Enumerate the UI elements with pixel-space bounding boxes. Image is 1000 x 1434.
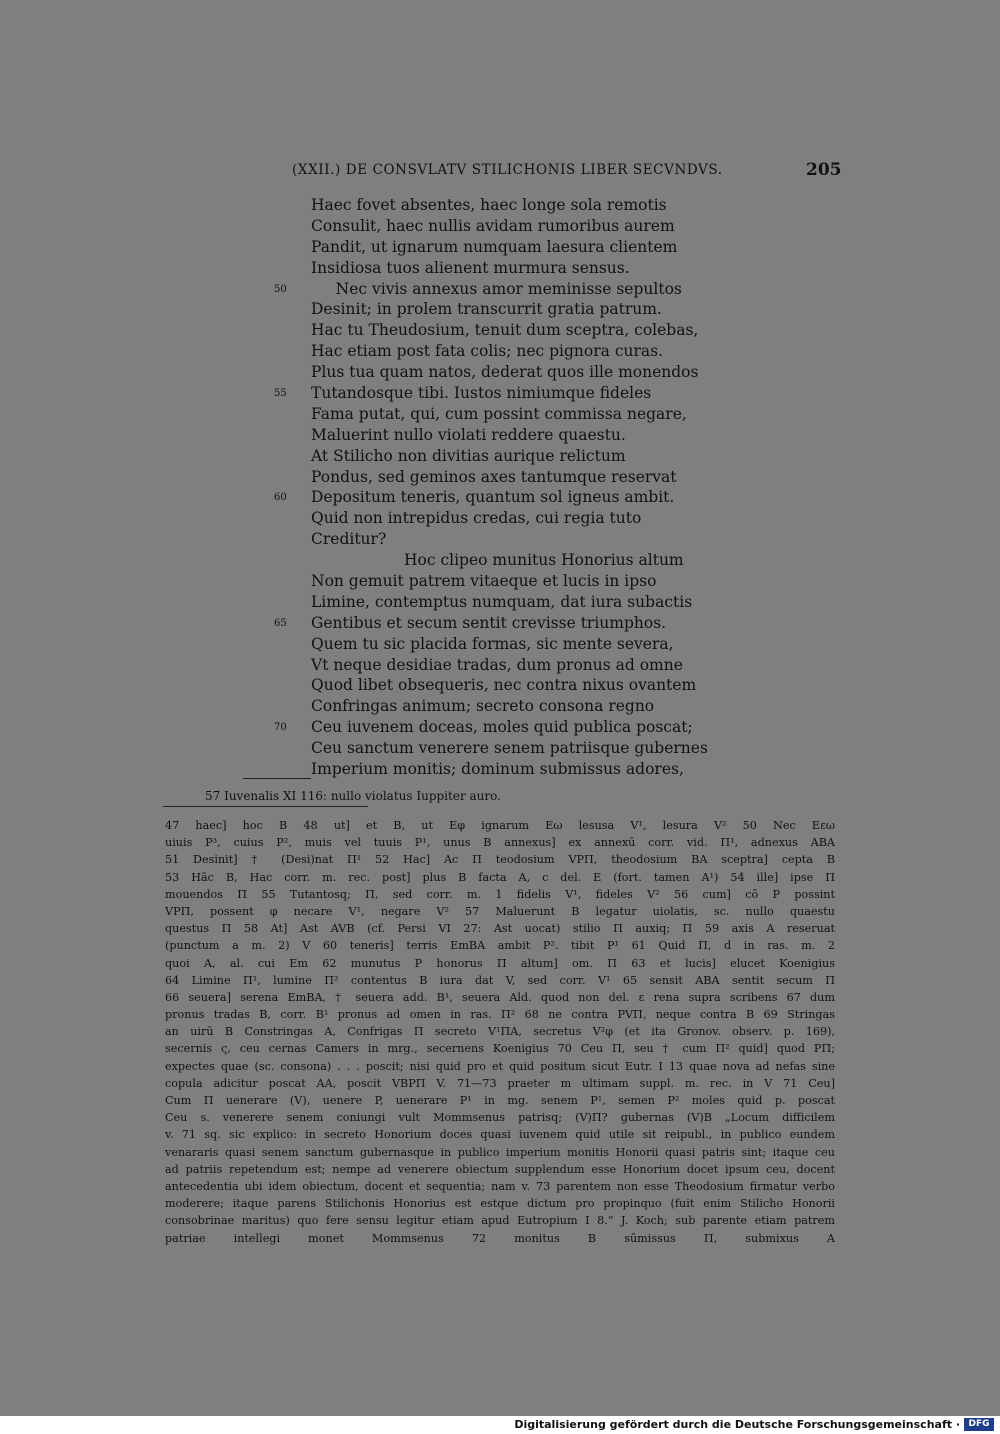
verse-line (0, 446, 1000, 467)
separator-rule (243, 778, 311, 779)
verse-text: Ceu iuvenem doceas, moles quid publica poscat; (311, 718, 693, 737)
dfg-logo: DFG (964, 1418, 994, 1431)
verse-text: Limine, contemptus numquam, dat iura subactis (311, 592, 693, 611)
verse-line (0, 675, 1000, 696)
apparatus-line: Cum Π uenerare (V), uenere P, uenerare P¹ in mg. senem P¹, semen P² moles quid p. poscat (165, 1094, 835, 1107)
verse-text: Quem tu sic placida formas, sic mente severa, (311, 634, 674, 653)
verse-text: Plus tua quam natos, dederat quos ille monendos (311, 363, 699, 382)
apparatus-line: an uirū B Constringas A, Confrigas Π secreto V¹ΠA, secretus V²φ (et ita Gronov. observ. p. 169), (165, 1025, 835, 1039)
verse-text: Hac etiam post fata colis; nec pignora curas. (311, 342, 664, 361)
verse-text: Consulit, haec nullis avidam rumoribus aurem (311, 216, 675, 235)
verse-line (0, 550, 1000, 571)
apparatus-line: 66 seuera] serena EmBA, † seuera add. B¹, seuera Ald. quod non del. ε rena supra scribens 67 dum (165, 990, 835, 1004)
verse-line (0, 341, 1000, 362)
apparatus-line: copula adicitur poscat AA, poscit VBPΠ V. 71—73 praeter m ultimam suppl. m. rec. in V 71 Ceu] (165, 1076, 835, 1090)
testimonium: 57 Iuvenalis XI 116: nullo violatus Iuppiter auro. (205, 789, 501, 803)
verse-text: Fama putat, qui, cum possint commissa negare, (311, 404, 687, 423)
apparatus-line: consobrinae maritus) quo fere sensu legitur etiam apud Eutropium I 8.“ J. Koch; sub parente etiam patrem (165, 1214, 835, 1228)
apparatus-line: 64 Limine Π¹, lumine Π² contentus B iura dat V, sed corr. V¹ 65 sensit ABA sentit secum Π (165, 973, 835, 987)
line-number: 50 (274, 283, 287, 295)
apparatus-line: v. 71 sq. sic explico: in secreto Honorium doces quasi iuvenem quid utile sit reipubl., in publico eundem (165, 1128, 835, 1142)
verse-line (0, 195, 1000, 216)
verse-line (0, 487, 1000, 508)
apparatus-line: 47 haec] hoc B 48 ut] et B, ut Eφ ignarum Eω lesusa V¹, lesura V² 50 Nec Eεω (165, 819, 835, 832)
verse-line (0, 216, 1000, 237)
apparatus-line: secernis ς, ceu cernas Camers in mrg., secernens Koenigius 70 Ceu Π, seu † cum Π² quid] quod PΠ; (165, 1042, 835, 1056)
apparatus-line: pronus tradas B, corr. B¹ pronus ad omen in ras. Π² 68 ne contra PVΠ, neque contra B 69 Stringas (165, 1008, 835, 1022)
line-number: 55 (274, 388, 287, 400)
verse-text: At Stilicho non divitias aurique relictum (311, 446, 626, 465)
verse-text: Pondus, sed geminos axes tantumque reservat (311, 467, 677, 486)
verse-text: Imperium monitis; dominum submissus adores, (311, 760, 684, 779)
verse-line (0, 320, 1000, 341)
verse-line (0, 571, 1000, 592)
verse-line (0, 717, 1000, 738)
verse-line (0, 299, 1000, 320)
line-number: 65 (274, 617, 287, 629)
verse-text: Tutandosque tibi. Iustos nimiumque fideles (311, 384, 652, 403)
verse-line (0, 404, 1000, 425)
apparatus-line: ad patriis repetendum est; nempe ad venerere obiectum supplendum esse Honorium docet ipsum ceu, docent (165, 1162, 835, 1176)
apparatus-line: VPΠ, possent φ necare V¹, negare V² 57 Maluerunt B legatur uiolatis, sc. nullo quaestu (165, 904, 835, 918)
verse-text: Vt neque desidiae tradas, dum pronus ad omne (311, 655, 683, 674)
verse-line (0, 655, 1000, 676)
verse-line (0, 592, 1000, 613)
verse-text: Desinit; in prolem transcurrit gratia patrum. (311, 300, 662, 319)
verse-line (0, 383, 1000, 404)
page-header (0, 160, 1000, 182)
verse-line (0, 759, 1000, 780)
verse-text: Depositum teneris, quantum sol igneus ambit. (311, 488, 675, 507)
verse-text: Pandit, ut ignarum numquam laesura clientem (311, 237, 678, 256)
apparatus-line: uiuis P³, cuius P², muis vel tuuis P¹, unus B annexus] ex annexū corr. vid. Π¹, adnexus ABA (165, 836, 835, 850)
verse-line (0, 508, 1000, 529)
line-number: 60 (274, 492, 287, 504)
verse-line (0, 738, 1000, 759)
verse-text: Creditur? (311, 530, 387, 549)
apparatus-line: quoi A, al. cui Em 62 munutus P honorus Π altum] om. Π 63 et lucis] elucet Koenigius (165, 956, 835, 970)
verse-line (0, 613, 1000, 634)
poem-body (0, 195, 1000, 780)
verse-text: Non gemuit patrem vitaeque et lucis in ipso (311, 572, 657, 591)
verse-line (0, 529, 1000, 550)
apparatus-line: moderere; itaque parens Stilichonis Honorius est estque dictum pro propinquo (fuit enim Stilicho Honorii (165, 1197, 835, 1211)
verse-line (0, 467, 1000, 488)
apparatus-line: antecedentia ubi idem obiectum, docent et sequentia; nam v. 73 parentem non esse Theodosium firmatur verbo (165, 1179, 835, 1193)
running-title: (XXII.) DE CONSVLATV STILICHONIS LIBER SECVNDVS. (292, 162, 723, 178)
apparatus-line: Ceu s. venerere senem coniungi vult Mommsenus patrisq; (V)Π? gubernas (V)B „Locum difficilem (165, 1111, 835, 1125)
apparatus-line: mouendos Π 55 Tutantosq; Π, sed corr. m. 1 fidelis V¹, fideles V² 56 cum] cō P possint (165, 887, 835, 901)
verse-text: Gentibus et secum sentit crevisse triumphos. (311, 613, 667, 632)
verse-text: Hoc clipeo munitus Honorius altum (404, 551, 684, 570)
apparatus-line: patriae intellegi monet Mommsenus 72 monitus B sūmissus Π, submixus A (165, 1231, 835, 1245)
footer-bar (0, 1416, 1000, 1434)
critical-apparatus (165, 817, 835, 1247)
testimonium-rule (163, 806, 368, 807)
verse-text: Insidiosa tuos alienent murmura sensus. (311, 258, 630, 277)
apparatus-line: expectes quae (sc. consona) . . . poscit; nisi quid pro et quid positum sicut Eutr. I 13 quae nova ad nefas sine (165, 1059, 835, 1073)
verse-text: Quid non intrepidus credas, cui regia tuto (311, 509, 642, 528)
verse-line (0, 258, 1000, 279)
verse-line (0, 425, 1000, 446)
verse-text: Haec fovet absentes, haec longe sola remotis (311, 196, 667, 214)
verse-line (0, 279, 1000, 300)
verse-line (0, 696, 1000, 717)
apparatus-line: 51 Desinit] † (Desi)nat Π¹ 52 Hac] Ac Π teodosium VPΠ, theodosium BA sceptra] cepta B (165, 853, 835, 867)
page-number: 205 (806, 160, 842, 180)
apparatus-line: venararis quasi senem sanctum gubernasque in publico imperium monitis Honorii quasi patris sint; itaque ceu (165, 1145, 835, 1159)
footer-credit: Digitalisierung gefördert durch die Deutsche Forschungsgemeinschaft · (514, 1418, 960, 1431)
verse-text: Maluerint nullo violati reddere quaestu. (311, 425, 626, 444)
verse-text: Quod libet obsequeris, nec contra nixus ovantem (311, 676, 697, 695)
verse-text: Confringas animum; secreto consona regno (311, 697, 655, 716)
apparatus-line: questus Π 58 At] Ast AVB (cf. Persi VI 27: Ast uocat) stilio Π auxiq; Π 59 axis A reseruat (165, 922, 835, 936)
apparatus-line: (punctum a m. 2) V 60 teneris] terris EmBA ambit P². tibit P¹ 61 Quid Π, d in ras. m. 2 (165, 939, 835, 953)
verse-line (0, 362, 1000, 383)
apparatus-line: 53 Hāc B, Hac corr. m. rec. post] plus B facta A, c del. E (fort. tamen A¹) 54 ille] ipse Π (165, 870, 835, 884)
verse-text: Nec vivis annexus amor meminisse sepultos (311, 279, 682, 298)
verse-line (0, 237, 1000, 258)
verse-text: Ceu sanctum venerere senem patriisque gubernes (311, 739, 708, 758)
line-number: 70 (274, 722, 287, 734)
verse-text: Hac tu Theudosium, tenuit dum sceptra, colebas, (311, 321, 699, 340)
verse-line (0, 634, 1000, 655)
